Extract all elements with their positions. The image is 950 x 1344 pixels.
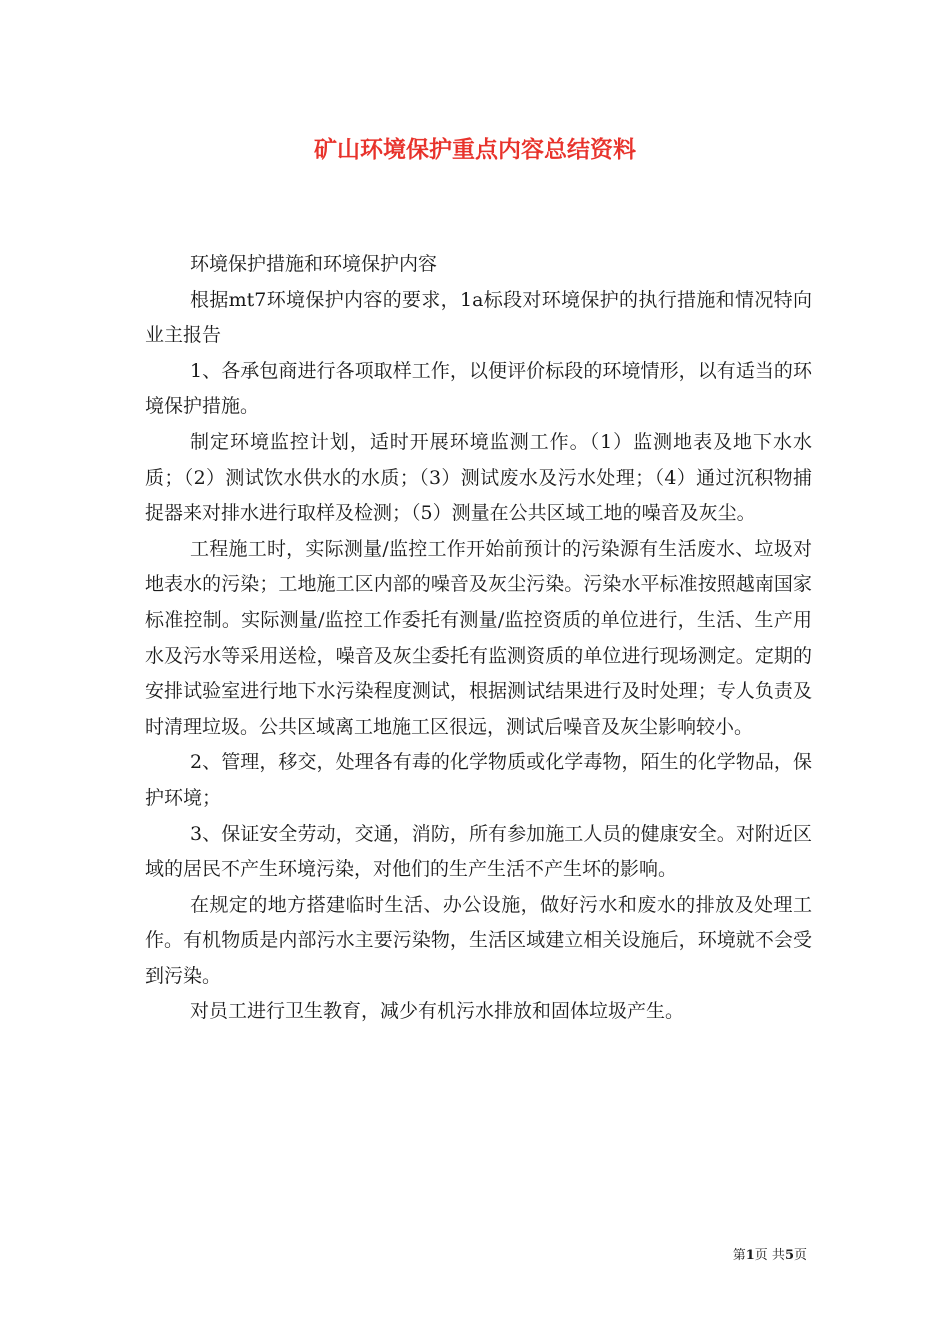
page-label-suffix: 页 xyxy=(793,1248,807,1263)
page-label-middle: 页 共 xyxy=(754,1248,785,1263)
document-title: 矿山环境保护重点内容总结资料 xyxy=(314,136,636,163)
paragraph-heading: 环境保护措施和环境保护内容 xyxy=(190,253,438,275)
paragraph-facilities: 在规定的地方搭建临时生活、办公设施，做好污水和废水的排放及处理工作。有机物质是内部污水主要污染物，生活区域建立相关设施后，环境就不会受到污染。 xyxy=(145,893,812,987)
paragraph-monitoring-plan: 制定环境监控计划，适时开展环境监测工作。（1）监测地表及地下水水质；（2）测试饮水供水的水质；（3）测试废水及污水处理；（4）通过沉积物捕捉器来对排水进行取样及检测；（5）测量在公共区域工地的噪音及灰尘。 xyxy=(145,430,812,525)
paragraph-item-2: 2、管理，移交，处理各有毒的化学物质或化学毒物，陌生的化学物品，保护环境； xyxy=(145,751,812,809)
paragraph-item-1: 1、各承包商进行各项取样工作，以便评价标段的环境情形，以有适当的环境保护措施。 xyxy=(145,359,812,418)
page-number-footer xyxy=(733,1247,807,1265)
paragraph-construction: 工程施工时，实际测量/监控工作开始前预计的污染源有生活废水、垃圾对地表水的污染；工地施工区内部的噪音及灰尘污染。污染水平标准按照越南国家标准控制。实际测量/监控工作委托有测量/监控资质的单位进行，生活、生产用水及污水等采用送检，噪音及灰尘委托有监测资质的单位进行现场测定。定期的安排试验室进行地下水污染程度测试，根据测试结果进行及时处理；专人负责及时清理垃圾。公共区域离工地施工区很远，测试后噪音及灰尘影响较小。 xyxy=(145,537,812,738)
paragraph-education: 对员工进行卫生教育，减少有机污水排放和固体垃圾产生。 xyxy=(190,1000,685,1023)
current-page-number: 1 xyxy=(745,1248,755,1263)
total-pages-number: 5 xyxy=(784,1248,794,1263)
paragraph-item-3: 3、保证安全劳动，交通，消防，所有参加施工人员的健康安全。对附近区域的居民不产生环境污染，对他们的生产生活不产生坏的影响。 xyxy=(145,822,812,881)
document-body xyxy=(145,247,812,1030)
page-label-prefix: 第 xyxy=(732,1248,746,1263)
paragraph-intro: 根据mt7环境保护内容的要求，1a标段对环境保护的执行措施和情况特向业主报告 xyxy=(145,288,812,347)
